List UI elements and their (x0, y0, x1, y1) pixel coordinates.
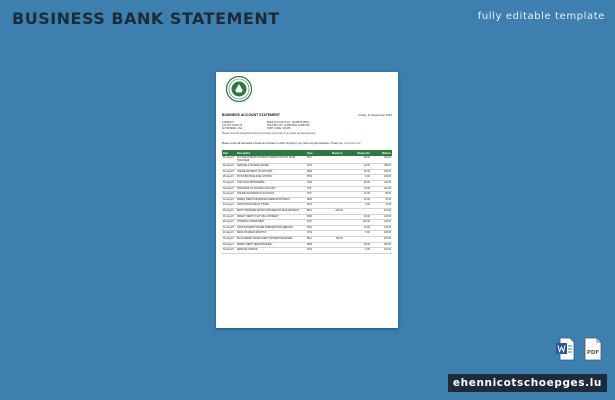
cell-type: DDR (306, 242, 320, 248)
account-line: ROUTING NO: 1234567890 123456789 (267, 124, 310, 127)
cell-description: DIRECT DEBIT TELEPHONE BILL (236, 242, 306, 248)
cell-money-out: 100.00 (344, 220, 371, 226)
cell-money-out: 8.00 (344, 175, 371, 181)
cell-date: 18-Aug-15 (222, 214, 236, 220)
bank-link[interactable]: www.bank.com (344, 142, 361, 145)
cell-type: CHG (306, 248, 320, 254)
cell-type: ATM (306, 180, 320, 186)
company-line: COMPANY (222, 121, 234, 124)
cell-balance: 78.00 (371, 197, 392, 203)
cell-money-out: 6.00 (344, 248, 371, 254)
cell-balance: 253.00 (371, 242, 392, 248)
note-text: Please check all transactions below and contact us within 30 days if you notice any discrepancies. Thank you. (222, 142, 344, 145)
cell-balance: 128.00 (371, 231, 392, 237)
cell-balance: 247.00 (371, 248, 392, 254)
col-type: Type (306, 150, 320, 156)
cell-money-out: 25.00 (344, 242, 371, 248)
cell-money-out: 20.00 (344, 197, 371, 203)
word-file-icon[interactable] (555, 337, 575, 361)
document-header (222, 113, 392, 121)
col-description: Description (236, 150, 306, 156)
cell-date: 02-Aug-15 (222, 164, 236, 170)
cell-type: POS (306, 225, 320, 231)
cell-description: STANDING ORDER RENT (236, 220, 306, 226)
cell-date: 07-Aug-15 (222, 180, 236, 186)
cell-type: TFR (306, 192, 320, 198)
cell-money-out: 15.00 (344, 169, 371, 175)
cell-money-out: 12.00 (344, 164, 371, 170)
cell-balance: 153.00 (371, 169, 392, 175)
cell-date: 05-Aug-15 (222, 175, 236, 181)
col-money-out: Money Out (344, 150, 371, 156)
cell-balance: 120.00 (371, 180, 392, 186)
cell-type: STO (306, 220, 320, 226)
cell-description: ONLINE PAYMENT TO ACCOUNT (236, 169, 306, 175)
cell-date: 30-Aug-15 (222, 248, 236, 254)
statement-document (216, 72, 398, 328)
col-money-in: Money In (320, 150, 343, 156)
cell-description: SERVICE & CHARGE ISSUED (236, 164, 306, 170)
table-row (222, 248, 392, 254)
cell-type: CHG (306, 231, 320, 237)
cell-type: DDR (306, 214, 320, 220)
cell-type: POS (306, 203, 320, 209)
watermark-site: ehennicotschoepges.lu (448, 374, 607, 392)
cell-date: 04-Aug-15 (222, 169, 236, 175)
cell-description: BANK CHARGES MONTHLY (236, 231, 306, 237)
table-row (222, 156, 392, 164)
bank-seal-icon (226, 76, 252, 102)
cell-type: BGC (306, 208, 320, 214)
cell-balance: 243.00 (371, 214, 392, 220)
cell-date: 12-Aug-15 (222, 197, 236, 203)
company-address (222, 121, 262, 130)
page-subtitle: fully editable template (477, 11, 605, 22)
cell-date: 24-Aug-15 (222, 231, 236, 237)
company-line: 123 ANYTOWN ST (222, 124, 243, 127)
cell-description: POS PURCHASE FUEL STATION (236, 175, 306, 181)
cell-money-out: 10.00 (344, 186, 371, 192)
cell-date: 16-Aug-15 (222, 208, 236, 214)
cell-balance: 98.00 (371, 192, 392, 198)
format-icons (555, 337, 603, 361)
cell-money-out: 5.00 (344, 203, 371, 209)
page-title: BUSINESS BANK STATEMENT (12, 9, 280, 28)
cell-money-out: 12.00 (344, 192, 371, 198)
cell-money-out: 5.00 (344, 231, 371, 237)
company-info (222, 121, 392, 133)
cell-money-out: 80.00 (344, 156, 371, 164)
statement-note: Please check all transactions below and contact us promptly if you notice any discrepancies. (222, 133, 316, 135)
cell-description: BANK TRANSFER FROM CUSTOMER INVOICE PAYMENT (236, 208, 306, 214)
cell-description: CARD PURCHASE AT STORE (236, 203, 306, 209)
cell-type: CHG (306, 164, 320, 170)
cell-money-out: 25.00 (344, 180, 371, 186)
pdf-file-icon[interactable] (583, 337, 603, 361)
account-line: BANK ACCOUNT NO: 12345678 ABCD (267, 121, 310, 124)
cell-balance: 168.00 (371, 164, 392, 170)
cell-date: 10-Aug-15 (222, 192, 236, 198)
cell-date: 20-Aug-15 (222, 220, 236, 226)
cell-date: 14-Aug-15 (222, 203, 236, 209)
cell-description: DIRECT DEBIT UTILITY BILL PAYMENT (236, 214, 306, 220)
cell-type: DDR (306, 169, 320, 175)
cell-description: TRANSFER TO SAVINGS ACCOUNT (236, 186, 306, 192)
cell-date: 09-Aug-15 (222, 186, 236, 192)
cell-date: 26-Aug-15 (222, 236, 236, 242)
cell-type: POS (306, 175, 320, 181)
cell-type: TFR (306, 186, 320, 192)
svg-text:PDF: PDF (586, 350, 600, 356)
col-date: Date (222, 150, 236, 156)
cell-balance: 145.00 (371, 175, 392, 181)
cell-money-in: 200.00 (320, 208, 343, 214)
cell-date: 01-Aug-15 (222, 156, 236, 164)
cell-balance: 110.00 (371, 186, 392, 192)
document-date: Friday, 11 September 2015 (358, 113, 392, 117)
company-line: ANYWHERE, USA (222, 127, 243, 130)
cell-description: FUTURE FUNDING PAYMENT FROM ACCOUNT 12345 TRANSFER (236, 156, 306, 164)
cell-balance: 278.00 (371, 236, 392, 242)
cell-date: 22-Aug-15 (222, 225, 236, 231)
cell-balance: 180.00 (371, 156, 392, 164)
cell-balance: 273.00 (371, 208, 392, 214)
cell-balance: 73.00 (371, 203, 392, 209)
cell-money-in (320, 248, 343, 254)
cell-type: BGC (306, 236, 320, 242)
cell-money-out: 10.00 (344, 225, 371, 231)
statement-note-2 (222, 142, 392, 145)
cell-money-in (320, 156, 343, 164)
cell-description: BACS CREDIT FROM CLIENT PAYMENT RECEIVED (236, 236, 306, 242)
document-title: BUSINESS ACCOUNT STATEMENT (222, 113, 281, 117)
cell-balance: 133.00 (371, 225, 392, 231)
cell-type: DDR (306, 197, 320, 203)
cell-money-in: 150.00 (320, 236, 343, 242)
cell-description: CARD PAYMENT ONLINE SUBSCRIPTION SERVICE (236, 225, 306, 231)
cell-description: SERVICE CHARGE (236, 248, 306, 254)
cell-money-out: 30.00 (344, 214, 371, 220)
cell-description: DIRECT DEBIT INSURANCE PREMIUM PAYMENT (236, 197, 306, 203)
transactions-table (222, 150, 392, 254)
account-details (267, 121, 377, 130)
cell-type: FPO (306, 156, 320, 164)
col-balance: Balance (371, 150, 392, 156)
account-line: SORT CODE: 123456 (267, 127, 291, 130)
cell-date: 28-Aug-15 (222, 242, 236, 248)
cell-description: ATM CASH WITHDRAWAL (236, 180, 306, 186)
cell-balance: 143.00 (371, 220, 392, 226)
cell-description: ONLINE TRANSFER TO ACCOUNT (236, 192, 306, 198)
